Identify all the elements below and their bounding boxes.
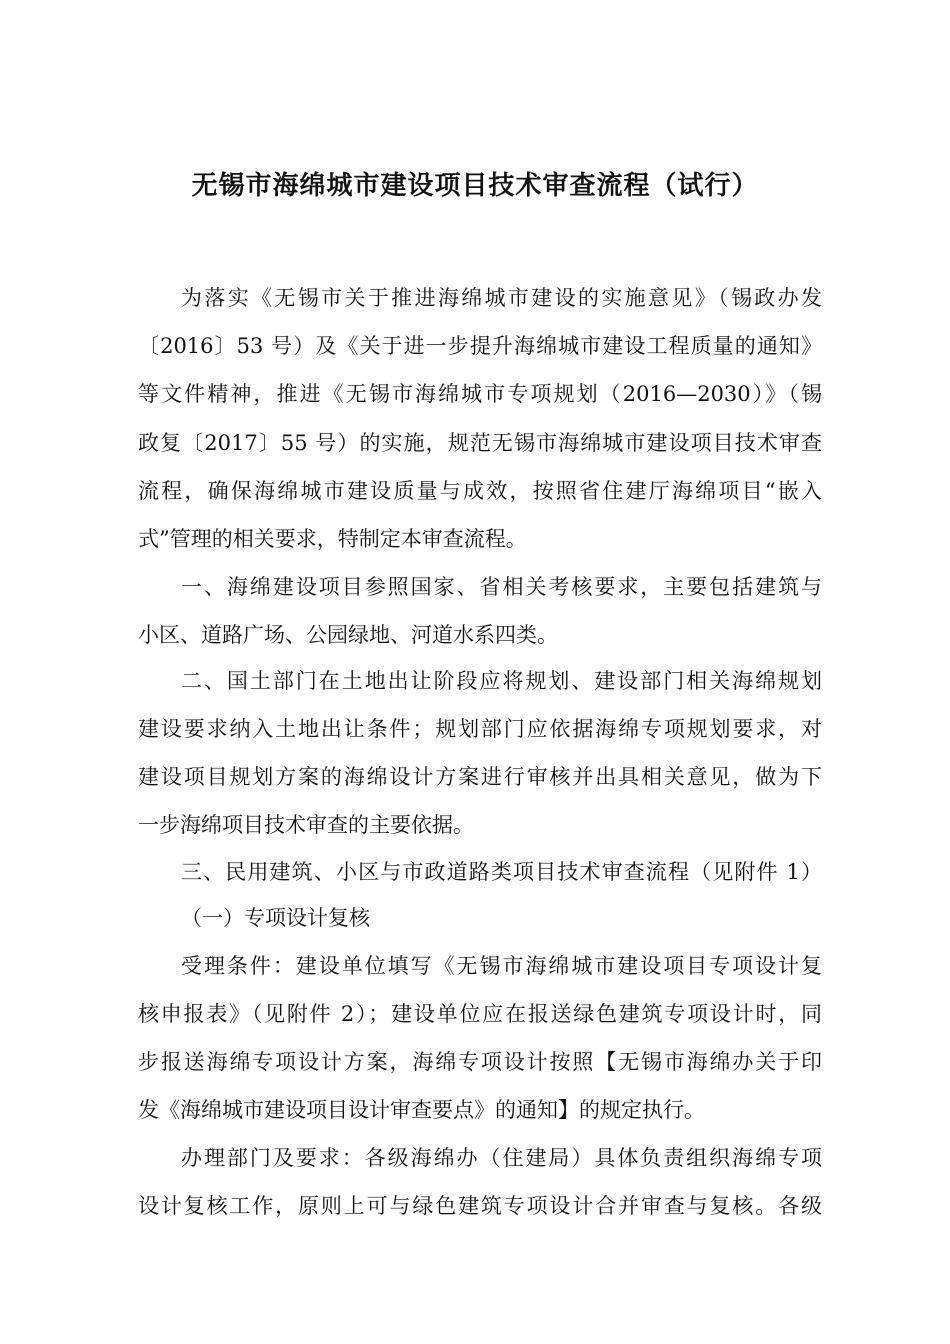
section-heading-line: 三、民用建筑、小区与市政道路类项目技术审查流程（见附件 1） [181,860,822,884]
subsection-heading: （一）专项设计复核 [181,906,370,930]
paragraph-line: 发《海绵城市建设项目设计审查要点》的通知】的规定执行。 [138,1098,705,1122]
paragraph-line: 为落实《无锡市关于推进海绵城市建设的实施意见》（锡政办发 [181,286,822,310]
paragraph-line: 一、海绵建设项目参照国家、省相关考核要求，主要包括建筑与 [181,575,822,599]
paragraph-line: 办理部门及要求：各级海绵办（住建局）具体负责组织海绵专项 [181,1146,822,1170]
paragraph-line: 〔2016〕53 号）及《关于进一步提升海绵城市建设工程质量的通知》 [138,334,822,358]
paragraph-line: 一步海绵项目技术审查的主要依据。 [138,813,474,837]
paragraph-line: 等文件精神，推进《无锡市海绵城市专项规划（2016—2030）》（锡 [138,382,822,406]
paragraph-line: 步报送海绵专项设计方案，海绵专项设计按照【无锡市海绵办关于印 [138,1050,822,1074]
paragraph-line: 受理条件：建设单位填写《无锡市海绵城市建设项目专项设计复 [181,954,822,978]
paragraph-line: 式”管理的相关要求，特制定本审查流程。 [138,527,527,551]
paragraph-line: 小区、道路广场、公园绿地、河道水系四类。 [138,623,558,647]
paragraph-line: 政复〔2017〕55 号）的实施，规范无锡市海绵城市建设项目技术审查 [138,431,822,455]
paragraph-line: 设计复核工作，原则上可与绿色建筑专项设计合并审查与复核。各级 [138,1194,822,1218]
paragraph-line: 流程，确保海绵城市建设质量与成效，按照省住建厅海绵项目“嵌入 [138,479,822,503]
paragraph-line: 建设要求纳入土地出让条件；规划部门应依据海绵专项规划要求，对 [138,717,822,741]
document-title: 无锡市海绵城市建设项目技术审查流程（试行） [191,171,759,201]
paragraph-line: 二、国土部门在土地出让阶段应将规划、建设部门相关海绵规划 [181,669,822,693]
paragraph-line: 建设项目规划方案的海绵设计方案进行审核并出具相关意见，做为下 [138,765,822,789]
paragraph-line: 核申报表》（见附件 2）；建设单位应在报送绿色建筑专项设计时，同 [138,1002,822,1026]
